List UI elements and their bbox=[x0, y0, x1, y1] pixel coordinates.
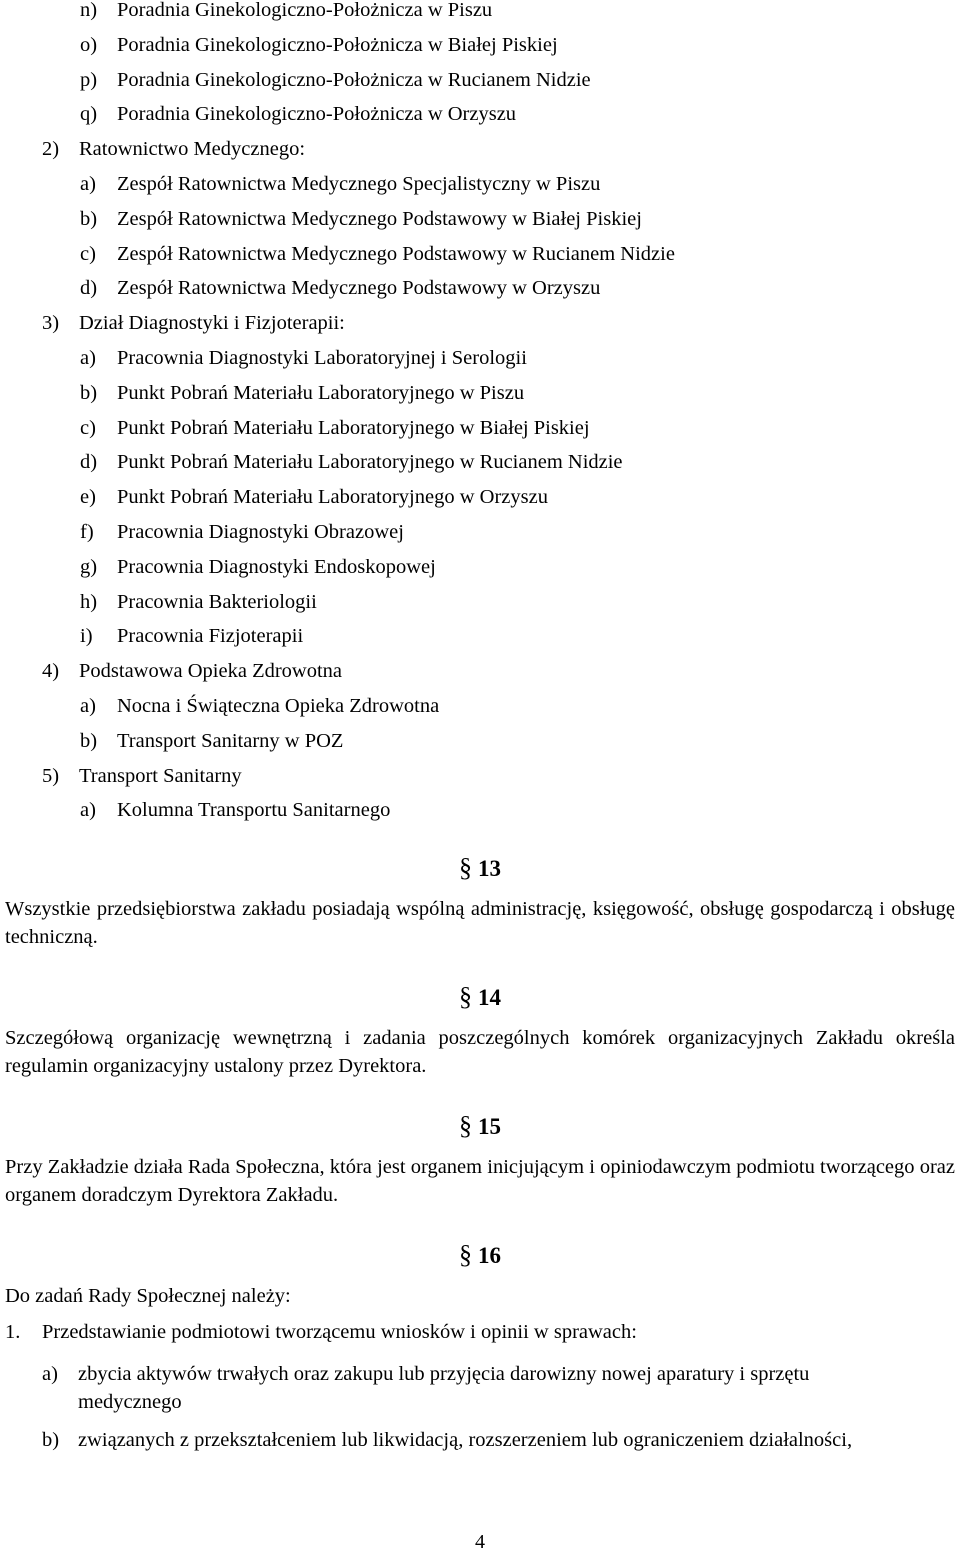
paragraph-heading: § 13 bbox=[459, 853, 501, 883]
list-item: i) Pracownia Fizjoterapii bbox=[80, 625, 304, 648]
section-heading: 4) Podstawowa Opieka Zdrowotna bbox=[42, 660, 343, 683]
list-item: c) Zespół Ratownictwa Medycznego Podstawowy w Rucianem Nidzie bbox=[80, 242, 675, 265]
section-poz bbox=[0, 654, 960, 758]
section-diagnostyka bbox=[0, 306, 960, 654]
list-item: a) Kolumna Transportu Sanitarnego bbox=[80, 799, 391, 822]
section-heading: 2) Ratownictwo Medycznego: bbox=[42, 138, 306, 161]
list-item: f) Pracownia Diagnostyki Obrazowej bbox=[80, 520, 404, 543]
paragraph-text: Przy Zakładzie działa Rada Społeczna, która jest organem inicjującym i opiniodawczym podmiotu tworzącego oraz organem doradczym Dyrektora Zakładu. bbox=[5, 1156, 955, 1207]
list-item: e) Punkt Pobrań Materiału Laboratoryjnego w Orzyszu bbox=[80, 486, 548, 509]
paragraph-heading: § 16 bbox=[459, 1240, 501, 1270]
list-item: b) Transport Sanitarny w POZ bbox=[80, 729, 344, 752]
list-item: o) Poradnia Ginekologiczno-Położnicza w Białej Piskiej bbox=[80, 33, 558, 56]
section-ratownictwo bbox=[0, 132, 960, 306]
list-item: b) związanych z przekształceniem lub likwidacją, rozszerzeniem lub ograniczeniem działalności, bbox=[42, 1429, 853, 1452]
paragraph-16 bbox=[0, 1235, 960, 1454]
list-item: a) Nocna i Świąteczna Opieka Zdrowotna bbox=[80, 694, 440, 717]
list-item: a) Pracownia Diagnostyki Laboratoryjnej i Serologii bbox=[80, 346, 527, 369]
list-item: d) Zespół Ratownictwa Medycznego Podstawowy w Orzyszu bbox=[80, 277, 601, 300]
section-transport bbox=[0, 759, 960, 829]
paragraph-text: Wszystkie przedsiębiorstwa zakładu posiadają wspólną administrację, księgowość, obsługę gospodarczą i obsługę techniczną. bbox=[5, 898, 955, 949]
paragraph-13 bbox=[0, 848, 960, 951]
list-item: a) Zespół Ratownictwa Medycznego Specjalistyczny w Piszu bbox=[80, 172, 601, 195]
list-item: q) Poradnia Ginekologiczno-Położnicza w Orzyszu bbox=[80, 103, 517, 126]
paragraph-text: Szczegółową organizację wewnętrzną i zadania poszczególnych komórek organizacyjnych Zakładu określa regulamin organizacyjny ustalony przez Dyrektora. bbox=[5, 1027, 955, 1078]
list-continuation bbox=[0, 0, 960, 132]
list-item: n) Poradnia Ginekologiczno-Położnicza w Piszu bbox=[80, 0, 493, 21]
paragraph-text: Do zadań Rady Społecznej należy: bbox=[5, 1285, 291, 1308]
section-heading: 5) Transport Sanitarny bbox=[42, 764, 242, 787]
paragraph-heading: § 15 bbox=[459, 1111, 501, 1141]
paragraph-15 bbox=[0, 1106, 960, 1209]
paragraph-14 bbox=[0, 977, 960, 1080]
list-item: g) Pracownia Diagnostyki Endoskopowej bbox=[80, 555, 436, 578]
list-item: d) Punkt Pobrań Materiału Laboratoryjnego w Rucianem Nidzie bbox=[80, 451, 623, 474]
paragraph-heading: § 14 bbox=[459, 982, 501, 1012]
list-item: b) Punkt Pobrań Materiału Laboratoryjnego w Piszu bbox=[80, 381, 525, 404]
list-item: c) Punkt Pobrań Materiału Laboratoryjnego w Białej Piskiej bbox=[80, 416, 590, 439]
list-item: h) Pracownia Bakteriologii bbox=[80, 590, 317, 613]
page-number: 4 bbox=[475, 1531, 485, 1553]
numbered-item: 1. Przedstawianie podmiotowi tworzącemu wniosków i opinii w sprawach: bbox=[5, 1321, 637, 1344]
list-item: a) zbycia aktywów trwałych oraz zakupu lub przyjęcia darowizny nowej aparatury i sprzętu medycznego bbox=[42, 1363, 810, 1414]
list-item: p) Poradnia Ginekologiczno-Położnicza w Rucianem Nidzie bbox=[80, 68, 591, 91]
list-item: b) Zespół Ratownictwa Medycznego Podstawowy w Białej Piskiej bbox=[80, 207, 642, 230]
section-heading: 3) Dział Diagnostyki i Fizjoterapii: bbox=[42, 312, 345, 335]
